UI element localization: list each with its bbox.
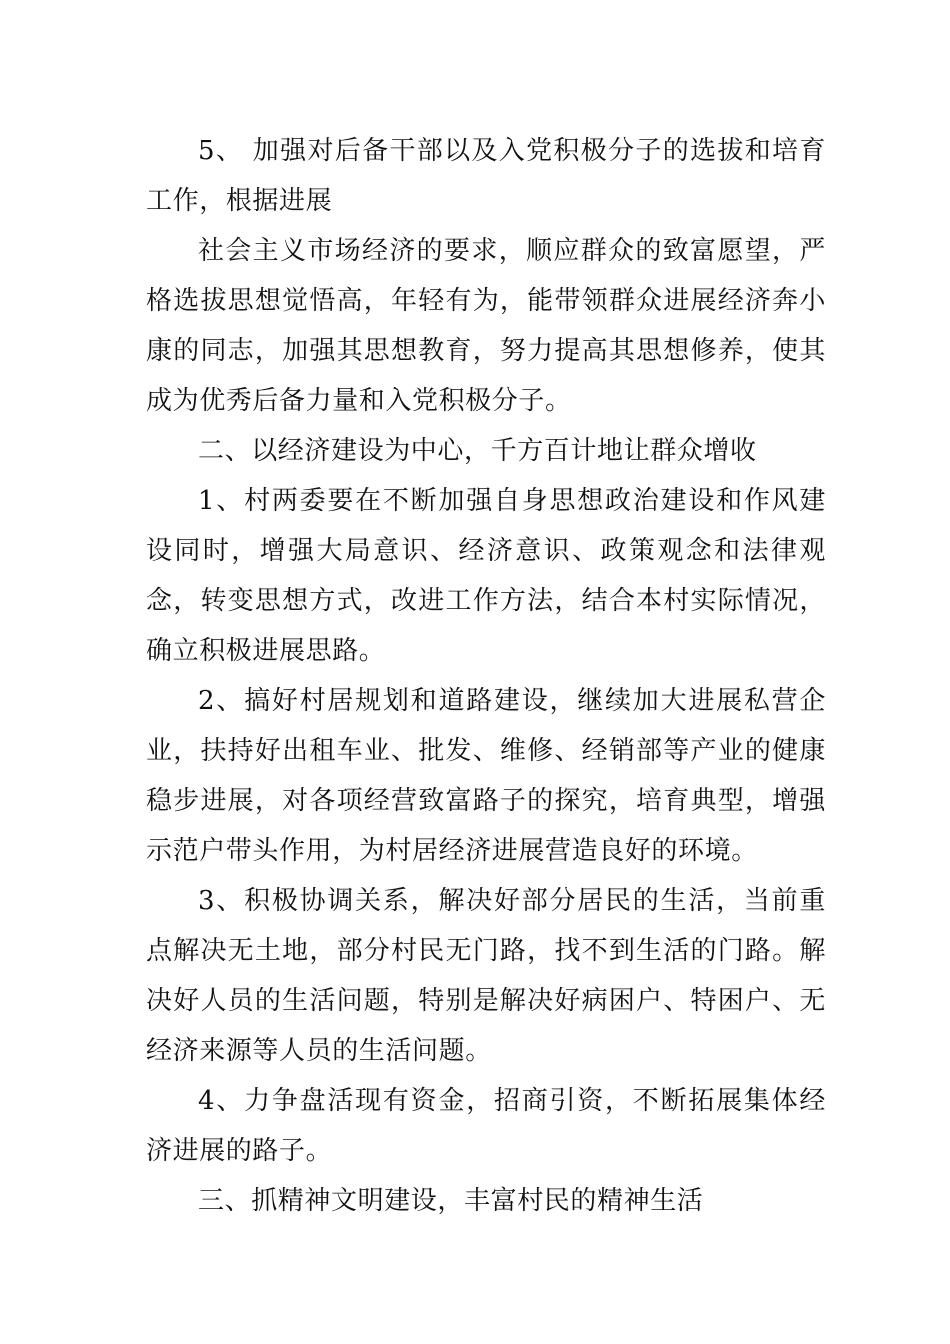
paragraph-market-economy: 社会主义市场经济的要求，顺应群众的致富愿望，严格选拔思想觉悟高，年轻有为，能带领群众进展经济奔小康的同志，加强其思想教育，努力提高其思想修养，使其成为优秀后备力量和入党积极分子。 xyxy=(146,236,826,416)
document-body xyxy=(146,126,826,1226)
section-heading-economic-construction: 二、以经济建设为中心，千方百计地让群众增收 xyxy=(198,436,757,466)
paragraph-item-3-coordination: 3、积极协调关系，解决好部分居民的生活，当前重点解决无土地，部分村民无门路，找不到生活的门路。解决好人员的生活问题，特别是解决好病困户、特困户、无经济来源等人员的生活问题。 xyxy=(146,886,826,1066)
paragraph-item-1-village-committees: 1、村两委要在不断加强自身思想政治建设和作风建设同时，增强大局意识、经济意识、政策观念和法律观念，转变思想方式，改进工作方法，结合本村实际情况，确立积极进展思路。 xyxy=(146,486,826,666)
paragraph-item-2-planning-roads: 2、搞好村居规划和道路建设，继续加大进展私营企业，扶持好出租车业、批发、维修、经销部等产业的健康稳步进展，对各项经营致富路子的探究，培育典型，增强示范户带头作用，为村居经济进展营造良好的环境。 xyxy=(146,686,826,866)
paragraph-item-5-reserve-cadres: 5、 加强对后备干部以及入党积极分子的选拔和培育工作，根据进展 xyxy=(146,136,826,216)
section-heading-spiritual-civilization: 三、抓精神文明建设，丰富村民的精神生活 xyxy=(198,1186,704,1216)
paragraph-item-4-funds: 4、力争盘活现有资金，招商引资，不断拓展集体经济进展的路子。 xyxy=(146,1086,826,1166)
